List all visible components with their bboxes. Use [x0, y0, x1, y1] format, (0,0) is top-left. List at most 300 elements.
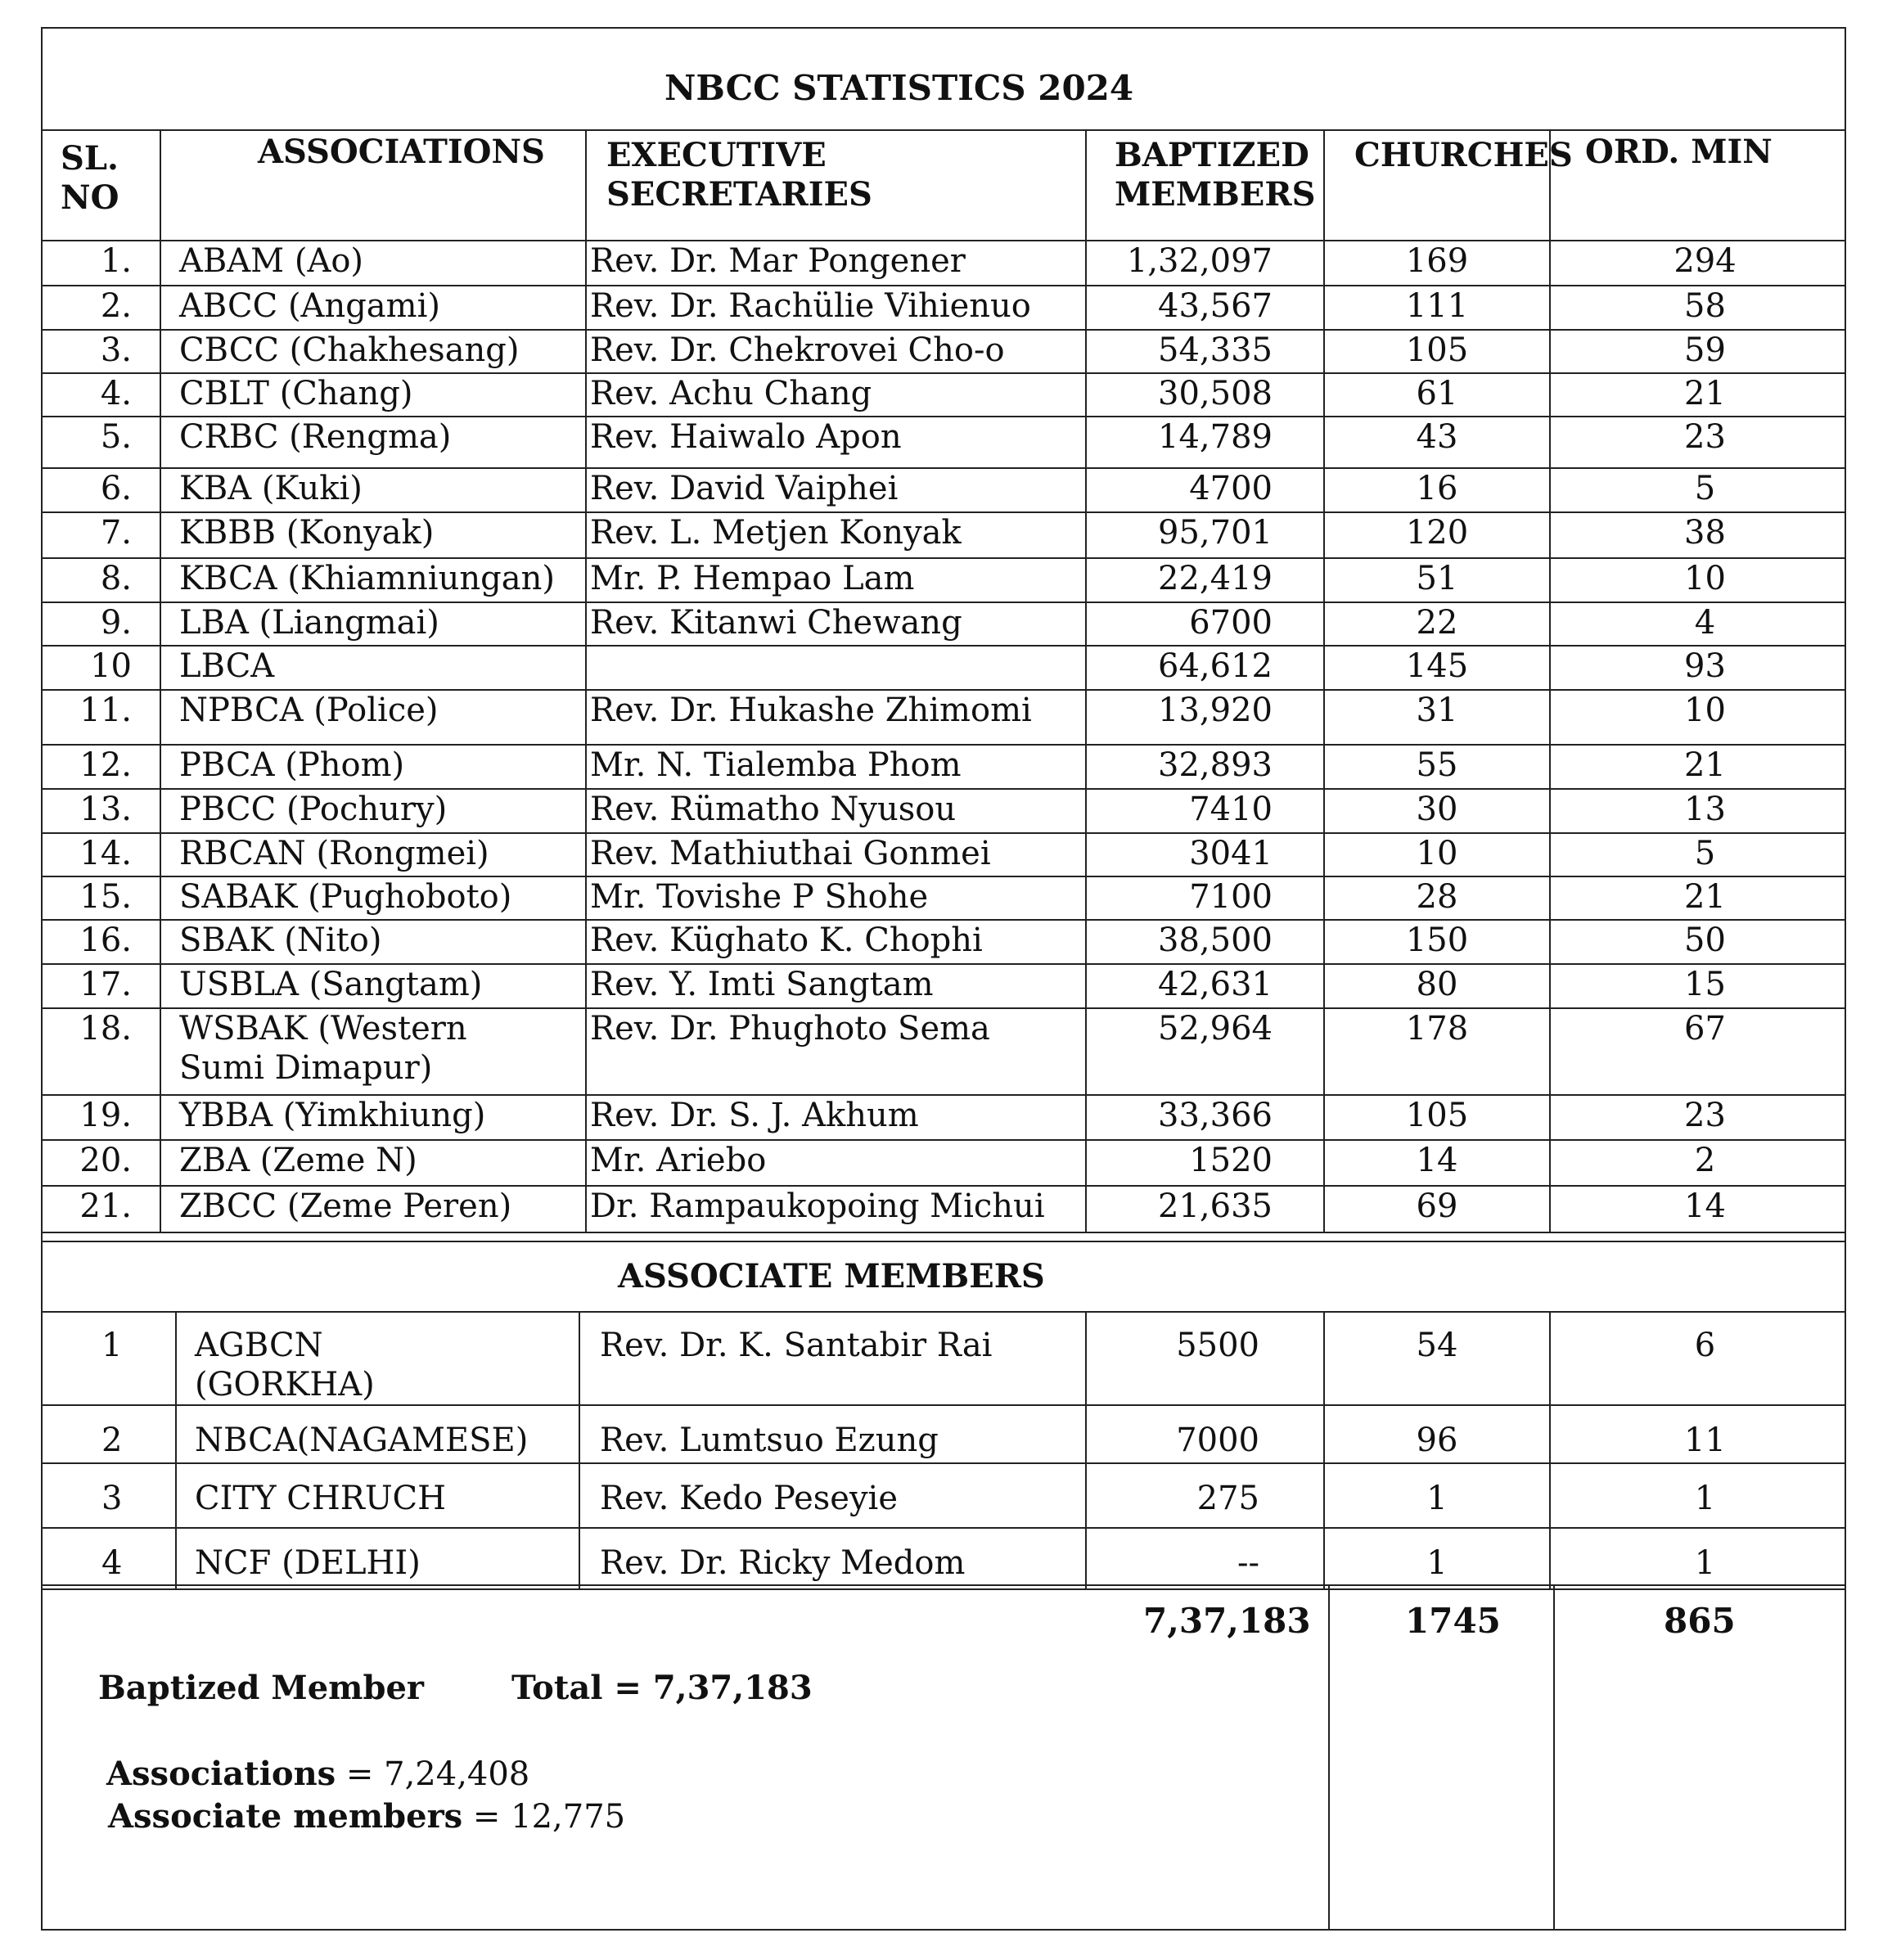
- header-executive-secretaries: [586, 131, 1086, 241]
- secretary-cell: [586, 690, 1086, 745]
- header-sl-no: [43, 131, 160, 241]
- secretary-cell: [586, 417, 1086, 468]
- churches-cell-text: 105: [1405, 331, 1469, 369]
- secretary-cell-text: Mr. P. Hempao Lam: [590, 560, 915, 597]
- table-row: [43, 373, 1845, 417]
- secretary-cell: [586, 241, 1086, 286]
- table-row: [43, 1186, 1845, 1232]
- associate-summary: [108, 1797, 625, 1836]
- ord-min-cell-text: 1: [1694, 1480, 1716, 1517]
- sl-number-cell-text: 11.: [79, 692, 132, 729]
- sl-number-cell: [43, 964, 160, 1008]
- secretary-cell-text: Rev. Dr. S. J. Akhum: [590, 1097, 919, 1134]
- sl-number-cell: [43, 241, 160, 286]
- ord-min-cell: [1550, 920, 1845, 964]
- churches-cell: [1324, 964, 1550, 1008]
- secretary-cell: [579, 1528, 1086, 1589]
- secretary-cell: [586, 330, 1086, 373]
- table-row: [43, 468, 1845, 512]
- baptized-cell: [1086, 1311, 1324, 1405]
- ord-min-cell-text: 59: [1684, 331, 1726, 369]
- ord-min-cell-text: 93: [1684, 647, 1726, 685]
- ord-min-cell-text: 5: [1694, 470, 1716, 507]
- baptized-cell: [1086, 241, 1324, 286]
- secretary-cell: [586, 964, 1086, 1008]
- association-cell-text: SBAK (Nito): [179, 921, 382, 959]
- ord-min-cell-text: 38: [1684, 514, 1726, 552]
- baptized-cell: [1086, 1008, 1324, 1095]
- association-cell: [160, 1095, 586, 1140]
- association-cell-text: NPBCA (Police): [179, 692, 439, 729]
- association-cell: [160, 876, 586, 920]
- ord-min-cell: [1550, 373, 1845, 417]
- baptized-cell: [1086, 690, 1324, 745]
- secretary-cell-text: Rev. L. Metjen Konyak: [590, 514, 962, 552]
- ord-min-cell: [1550, 330, 1845, 373]
- table-row: [43, 241, 1845, 286]
- ord-min-cell: [1550, 690, 1845, 745]
- statistics-document: [41, 27, 1846, 1931]
- associate-members-table: [43, 1311, 1845, 1590]
- sl-number-cell: [43, 602, 160, 646]
- associations-summary-label: Associations: [106, 1755, 336, 1793]
- ord-min-cell: [1550, 964, 1845, 1008]
- sl-number-cell: [43, 1528, 176, 1589]
- baptized-cell: [1086, 558, 1324, 602]
- secretary-cell-text: Dr. Rampaukopoing Michui: [590, 1187, 1045, 1225]
- baptized-cell: [1086, 373, 1324, 417]
- secretary-cell-text: Mr. Tovishe P Shohe: [590, 878, 929, 916]
- secretary-cell: [586, 646, 1086, 690]
- table-row: [43, 417, 1845, 468]
- sl-number-cell: [43, 1311, 176, 1405]
- baptized-cell: [1086, 745, 1324, 789]
- baptized-cell-text: 14,789: [1158, 418, 1273, 456]
- associations-summary: [106, 1755, 529, 1793]
- association-cell-text: PBCC (Pochury): [179, 791, 448, 828]
- association-cell-text: Sumi Dimapur): [179, 1049, 433, 1087]
- churches-cell-text: 120: [1405, 514, 1469, 552]
- ord-min-cell: [1550, 468, 1845, 512]
- baptized-cell-text: 1520: [1189, 1142, 1273, 1179]
- baptized-cell: [1086, 964, 1324, 1008]
- ord-min-cell: [1550, 1140, 1845, 1186]
- churches-cell: [1324, 373, 1550, 417]
- ord-min-cell-text: 58: [1684, 287, 1726, 325]
- secretary-cell-text: Rev. Haiwalo Apon: [590, 418, 902, 456]
- sl-number-cell-text: 7.: [100, 514, 132, 552]
- association-cell-text: (GORKHA): [195, 1366, 375, 1404]
- sl-number-cell-text: 2.: [100, 287, 132, 325]
- secretary-cell-text: Rev. Dr. K. Santabir Rai: [600, 1327, 993, 1364]
- baptized-cell: [1086, 646, 1324, 690]
- associations-summary-value: = 7,24,408: [336, 1755, 530, 1793]
- baptized-cell-text: 32,893: [1158, 746, 1273, 784]
- sl-number-cell-text: 18.: [79, 1010, 132, 1048]
- ord-min-cell: [1550, 241, 1845, 286]
- secretary-cell: [586, 1140, 1086, 1186]
- ord-min-cell: [1550, 1095, 1845, 1140]
- churches-cell-text: 169: [1405, 242, 1469, 280]
- churches-cell: [1324, 286, 1550, 330]
- secretary-cell-text: Rev. Lumtsuo Ezung: [600, 1422, 939, 1459]
- association-cell-text: KBA (Kuki): [179, 470, 363, 507]
- baptized-cell: [1086, 417, 1324, 468]
- churches-cell-text: 43: [1416, 418, 1458, 456]
- secretary-cell-text: Rev. Dr. Rachülie Vihienuo: [590, 287, 1031, 325]
- ord-min-cell-text: 10: [1684, 560, 1726, 597]
- secretary-cell-text: Rev. Dr. Hukashe Zhimomi: [590, 692, 1032, 729]
- ord-min-cell-text: 15: [1684, 966, 1726, 1003]
- sl-number-cell: [43, 876, 160, 920]
- churches-cell-text: 16: [1416, 470, 1458, 507]
- associations-table: [43, 131, 1845, 1233]
- churches-cell: [1324, 1095, 1550, 1140]
- table-row: [43, 330, 1845, 373]
- ord-min-cell: [1550, 1405, 1845, 1463]
- sl-number-cell-text: 10: [90, 647, 132, 685]
- baptized-cell-text: 7410: [1189, 791, 1273, 828]
- ord-min-cell: [1550, 876, 1845, 920]
- secretary-cell: [586, 1095, 1086, 1140]
- baptized-cell-text: 38,500: [1158, 921, 1273, 959]
- ord-min-cell: [1550, 789, 1845, 833]
- sl-number-cell: [43, 468, 160, 512]
- association-cell-text: NBCA(NAGAMESE): [195, 1422, 529, 1459]
- association-cell: [160, 690, 586, 745]
- secretary-cell: [579, 1311, 1086, 1405]
- table-row: [43, 1528, 1845, 1589]
- ord-min-cell-text: 6: [1694, 1327, 1716, 1364]
- secretary-cell-text: Rev. Dr. Mar Pongener: [590, 242, 966, 280]
- sl-number-cell: [43, 1095, 160, 1140]
- secretary-cell-text: Rev. Y. Imti Sangtam: [590, 966, 934, 1003]
- ord-min-cell: [1550, 745, 1845, 789]
- sl-number-cell: [43, 373, 160, 417]
- baptized-cell: [1086, 1405, 1324, 1463]
- association-cell-text: USBLA (Sangtam): [179, 966, 483, 1003]
- churches-cell-text: 1: [1426, 1480, 1448, 1517]
- sl-number-cell-text: 15.: [79, 878, 132, 916]
- baptized-cell-text: 7000: [1176, 1422, 1259, 1459]
- churches-cell-text: 111: [1405, 287, 1469, 325]
- ord-min-cell-text: 1: [1694, 1544, 1716, 1582]
- association-cell: [160, 558, 586, 602]
- secretary-cell-text: Rev. Kedo Peseyie: [600, 1480, 899, 1517]
- associate-summary-label: Associate members: [108, 1797, 463, 1836]
- baptized-cell: [1086, 876, 1324, 920]
- sl-number-cell: [43, 558, 160, 602]
- table-row: [43, 876, 1845, 920]
- secretary-cell: [579, 1463, 1086, 1528]
- ord-min-cell: [1550, 286, 1845, 330]
- ord-min-cell: [1550, 833, 1845, 876]
- churches-cell-text: 69: [1416, 1187, 1458, 1225]
- ord-min-cell-text: 67: [1684, 1010, 1726, 1048]
- sl-number-cell-text: 13.: [79, 791, 132, 828]
- sl-number-cell: [43, 286, 160, 330]
- baptized-cell-text: 1,32,097: [1126, 242, 1273, 280]
- sl-number-cell-text: 4.: [100, 375, 132, 412]
- table-row: [43, 1311, 1845, 1405]
- ord-min-cell-text: 294: [1674, 242, 1737, 280]
- header-churches-label: CHURCHES: [1354, 136, 1573, 174]
- churches-cell-text: 55: [1416, 746, 1458, 784]
- baptized-cell-text: 52,964: [1158, 1010, 1273, 1048]
- baptized-cell: [1086, 1186, 1324, 1232]
- ord-min-cell-text: 2: [1694, 1142, 1716, 1179]
- baptized-cell: [1086, 1463, 1324, 1528]
- table-row: [43, 745, 1845, 789]
- ord-min-cell-text: 10: [1684, 692, 1726, 729]
- ord-min-cell-text: 11: [1684, 1422, 1726, 1459]
- secretary-cell-text: Rev. Dr. Ricky Medom: [600, 1544, 966, 1582]
- churches-cell: [1324, 1140, 1550, 1186]
- sl-number-cell-text: 14.: [79, 835, 132, 872]
- association-cell-text: CITY CHRUCH: [195, 1480, 447, 1517]
- baptized-cell: [1086, 789, 1324, 833]
- secretary-cell: [586, 602, 1086, 646]
- secretary-cell-text: Rev. Mathiuthai Gonmei: [590, 835, 991, 872]
- association-cell-text: AGBCN: [195, 1327, 323, 1364]
- ord-min-cell: [1550, 1186, 1845, 1232]
- baptized-cell: [1086, 330, 1324, 373]
- sl-number-cell-text: 20.: [79, 1142, 132, 1179]
- association-cell: [160, 1140, 586, 1186]
- secretary-cell-text: Mr. Ariebo: [590, 1142, 767, 1179]
- baptized-cell-text: 64,612: [1158, 647, 1273, 685]
- sl-number-cell-text: 12.: [79, 746, 132, 784]
- baptized-cell-text: 13,920: [1158, 692, 1273, 729]
- association-cell: [160, 920, 586, 964]
- churches-cell: [1324, 602, 1550, 646]
- ord-min-cell: [1550, 1311, 1845, 1405]
- association-cell: [160, 833, 586, 876]
- association-cell: [160, 1186, 586, 1232]
- table-row: [43, 1008, 1845, 1095]
- churches-cell: [1324, 1186, 1550, 1232]
- secretary-cell: [586, 920, 1086, 964]
- baptized-cell-text: 54,335: [1158, 331, 1273, 369]
- churches-cell-text: 1: [1426, 1544, 1448, 1582]
- baptized-cell-text: 33,366: [1158, 1097, 1273, 1134]
- churches-cell: [1324, 241, 1550, 286]
- divider-line: [1328, 1586, 1330, 1929]
- association-cell: [176, 1405, 579, 1463]
- table-row: [43, 602, 1845, 646]
- ord-min-cell: [1550, 1463, 1845, 1528]
- secretary-cell: [586, 468, 1086, 512]
- header-ord-min-label: ORD. MIN: [1585, 133, 1773, 171]
- header-exec-line2: SECRETARIES: [606, 175, 872, 214]
- baptized-cell: [1086, 512, 1324, 558]
- association-cell: [160, 417, 586, 468]
- sl-number-cell-text: 21.: [79, 1187, 132, 1225]
- secretary-cell-text: Rev. Achu Chang: [590, 375, 872, 412]
- association-cell-text: RBCAN (Rongmei): [179, 835, 489, 872]
- sl-number-cell-text: 1: [101, 1327, 123, 1364]
- churches-cell: [1324, 690, 1550, 745]
- header-bap-line2: MEMBERS: [1115, 175, 1316, 214]
- baptized-cell: [1086, 1140, 1324, 1186]
- secretary-cell-text: Mr. N. Tialemba Phom: [590, 746, 962, 784]
- churches-cell-text: 28: [1416, 878, 1458, 916]
- churches-cell-text: 30: [1416, 791, 1458, 828]
- ord-min-cell-text: 21: [1684, 746, 1726, 784]
- association-cell: [160, 602, 586, 646]
- association-cell: [160, 286, 586, 330]
- table-row: [43, 690, 1845, 745]
- association-cell-text: ABCC (Angami): [179, 287, 440, 325]
- sl-number-cell: [43, 1140, 160, 1186]
- table-row: [43, 646, 1845, 690]
- sl-number-cell-text: 16.: [79, 921, 132, 959]
- secretary-cell-text: Rev. Dr. Chekrovei Cho-o: [590, 331, 1005, 369]
- sl-number-cell: [43, 330, 160, 373]
- totals-and-summary: [43, 1584, 1845, 1929]
- association-cell-text: CRBC (Rengma): [179, 418, 452, 456]
- churches-cell: [1324, 512, 1550, 558]
- association-cell-text: CBLT (Chang): [179, 375, 413, 412]
- association-cell-text: WSBAK (Western: [179, 1010, 467, 1048]
- ord-min-cell-text: 50: [1684, 921, 1726, 959]
- baptized-cell-text: 7100: [1189, 878, 1273, 916]
- association-cell: [160, 745, 586, 789]
- baptized-cell-text: 42,631: [1158, 966, 1273, 1003]
- table-row: [43, 1463, 1845, 1528]
- association-cell-text: KBCA (Khiamniungan): [179, 560, 555, 597]
- association-cell: [176, 1528, 579, 1589]
- sl-number-cell-text: 5.: [100, 418, 132, 456]
- association-cell-text: YBBA (Yimkhiung): [179, 1097, 486, 1134]
- secretary-cell: [586, 876, 1086, 920]
- sl-number-cell: [43, 512, 160, 558]
- association-cell-text: NCF (DELHI): [195, 1544, 421, 1582]
- table-row: [43, 512, 1845, 558]
- header-churches: [1324, 131, 1573, 241]
- churches-cell-text: 80: [1416, 966, 1458, 1003]
- association-cell: [160, 512, 586, 558]
- ord-min-cell-text: 5: [1694, 835, 1716, 872]
- churches-cell-text: 61: [1416, 375, 1458, 412]
- baptized-cell: [1086, 468, 1324, 512]
- sl-number-cell: [43, 789, 160, 833]
- header-bap-line1: BAPTIZED: [1115, 136, 1309, 174]
- churches-cell-text: 145: [1405, 647, 1469, 685]
- sl-number-cell-text: 3.: [100, 331, 132, 369]
- ord-min-cell-text: 21: [1684, 878, 1726, 916]
- table-row: [43, 1405, 1845, 1463]
- sl-number-cell-text: 9.: [100, 604, 132, 642]
- churches-cell: [1324, 468, 1550, 512]
- header-ord-min: [1550, 131, 1845, 241]
- association-cell-text: ZBCC (Zeme Peren): [179, 1187, 512, 1225]
- secretary-cell: [586, 833, 1086, 876]
- sl-number-cell-text: 2: [101, 1422, 123, 1459]
- association-cell-text: ZBA (Zeme N): [179, 1142, 417, 1179]
- header-sl-line2: NO: [61, 178, 119, 217]
- secretary-cell: [586, 558, 1086, 602]
- sl-number-cell-text: 19.: [79, 1097, 132, 1134]
- churches-cell-text: 22: [1416, 604, 1458, 642]
- association-cell-text: LBCA: [179, 647, 275, 685]
- table-header-row: [43, 131, 1845, 241]
- churches-cell: [1324, 1528, 1550, 1589]
- divider-line: [1553, 1586, 1555, 1929]
- churches-cell-text: 105: [1405, 1097, 1469, 1134]
- churches-cell-text: 54: [1416, 1327, 1458, 1364]
- associate-members-heading: ASSOCIATE MEMBERS: [618, 1257, 1045, 1295]
- secretary-cell: [586, 789, 1086, 833]
- baptized-cell: [1086, 286, 1324, 330]
- secretary-cell: [586, 373, 1086, 417]
- secretary-cell: [579, 1405, 1086, 1463]
- table-row: [43, 1140, 1845, 1186]
- association-cell: [176, 1463, 579, 1528]
- baptized-cell: [1086, 920, 1324, 964]
- secretary-cell-text: Rev. Kitanwi Chewang: [590, 604, 962, 642]
- baptized-total-label: Total = 7,37,183: [511, 1669, 813, 1707]
- sl-number-cell: [43, 1186, 160, 1232]
- associate-summary-value: = 12,775: [462, 1798, 626, 1836]
- total-ord-min: 865: [1664, 1601, 1736, 1641]
- baptized-cell-text: 275: [1196, 1480, 1259, 1517]
- churches-cell-text: 31: [1416, 692, 1458, 729]
- association-cell-text: ABAM (Ao): [179, 242, 364, 280]
- sl-number-cell-text: 1.: [100, 242, 132, 280]
- churches-cell: [1324, 558, 1550, 602]
- association-cell: [160, 789, 586, 833]
- sl-number-cell-text: 6.: [100, 470, 132, 507]
- ord-min-cell-text: 21: [1684, 375, 1726, 412]
- sl-number-cell-text: 4: [101, 1544, 123, 1582]
- sl-number-cell: [43, 690, 160, 745]
- table-row: [43, 833, 1845, 876]
- sl-number-cell: [43, 920, 160, 964]
- secretary-cell: [586, 286, 1086, 330]
- sl-number-cell: [43, 745, 160, 789]
- baptized-cell-text: 4700: [1189, 470, 1273, 507]
- churches-cell: [1324, 646, 1550, 690]
- secretary-cell: [586, 1008, 1086, 1095]
- sl-number-cell-text: 17.: [79, 966, 132, 1003]
- page-title: NBCC STATISTICS 2024: [664, 68, 1134, 108]
- churches-cell: [1324, 417, 1550, 468]
- baptized-cell-text: 5500: [1176, 1327, 1259, 1364]
- sl-number-cell: [43, 1463, 176, 1528]
- association-cell-text: SABAK (Pughoboto): [179, 878, 512, 916]
- secretary-cell-text: Rev. David Vaiphei: [590, 470, 899, 507]
- sl-number-cell: [43, 417, 160, 468]
- association-cell: [160, 241, 586, 286]
- baptized-cell-text: 21,635: [1158, 1187, 1273, 1225]
- baptized-cell: [1086, 1528, 1324, 1589]
- churches-cell-text: 51: [1416, 560, 1458, 597]
- baptized-cell-text: 3041: [1189, 835, 1273, 872]
- churches-cell: [1324, 833, 1550, 876]
- secretary-cell-text: Rev. Küghato K. Chophi: [590, 921, 983, 959]
- churches-cell: [1324, 1311, 1550, 1405]
- churches-cell: [1324, 789, 1550, 833]
- churches-cell: [1324, 1405, 1550, 1463]
- baptized-cell: [1086, 1095, 1324, 1140]
- table-row: [43, 964, 1845, 1008]
- association-cell: [176, 1311, 579, 1405]
- sl-number-cell-text: 3: [101, 1480, 123, 1517]
- secretary-cell: [586, 745, 1086, 789]
- ord-min-cell-text: 23: [1684, 418, 1726, 456]
- association-cell: [160, 964, 586, 1008]
